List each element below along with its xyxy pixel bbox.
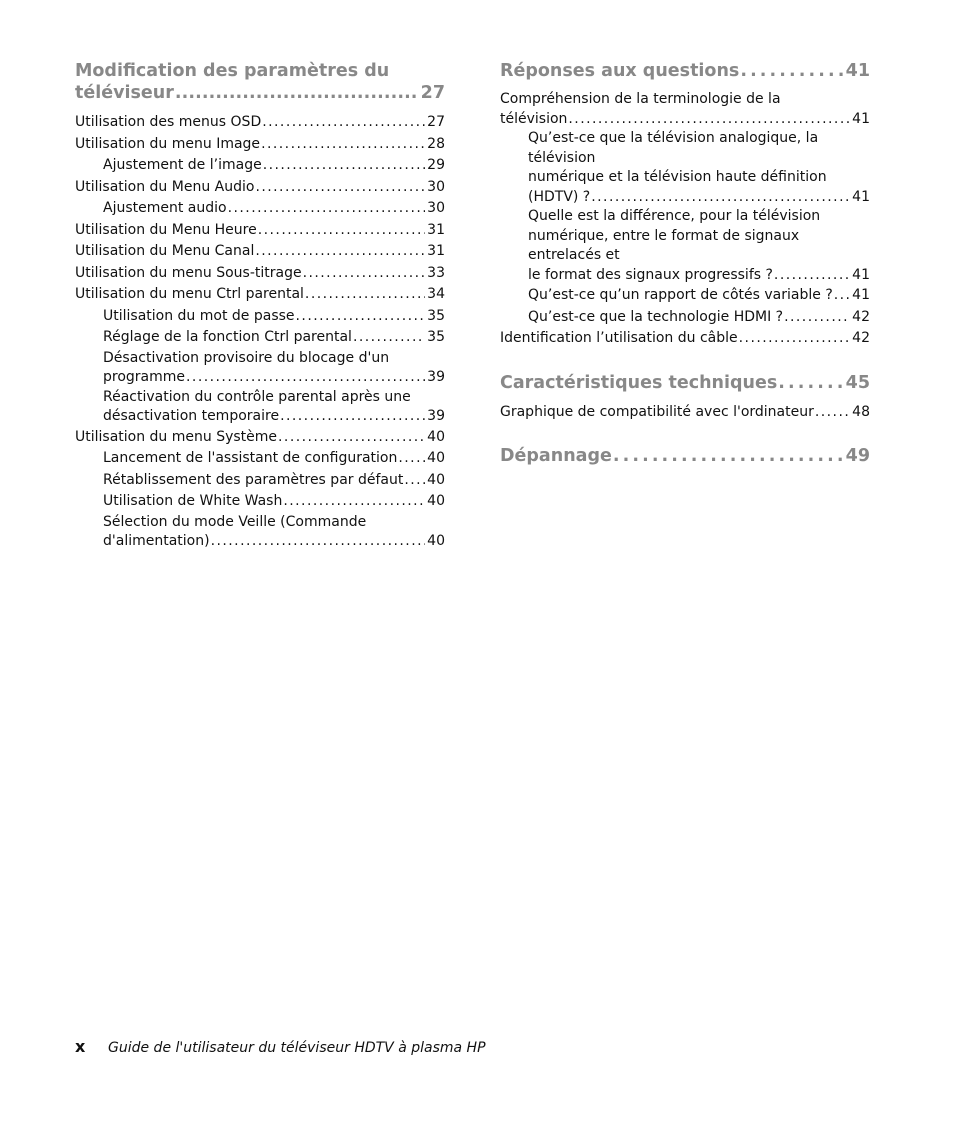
page-number: 41 xyxy=(852,110,870,127)
toc-entry[interactable] xyxy=(75,427,445,449)
toc-subentry[interactable] xyxy=(75,155,445,177)
entry-label: Désactivation provisoire du blocage d'un xyxy=(103,349,390,366)
dot-leader xyxy=(186,368,425,388)
entry-label: Sélection du mode Veille (Commande xyxy=(103,513,367,530)
page-number: 40 xyxy=(427,450,445,466)
dot-leader xyxy=(613,445,844,467)
entry-label: Graphique de compatibilité avec l'ordinateur xyxy=(500,403,814,420)
page-number: 30 xyxy=(427,200,445,216)
toc-entry[interactable] xyxy=(75,177,445,199)
dot-leader xyxy=(834,285,850,307)
toc-subentry[interactable] xyxy=(500,207,870,285)
dot-leader xyxy=(303,263,426,285)
dot-leader xyxy=(774,266,850,286)
entry-label: Quelle est la différence, pour la télévision xyxy=(528,208,821,224)
entry-label: Qu’est-ce que la télévision analogique, la télévision xyxy=(528,130,819,166)
page-number: 45 xyxy=(845,372,870,393)
dot-leader xyxy=(262,112,425,134)
dot-leader xyxy=(739,328,851,350)
dot-leader xyxy=(398,448,425,470)
page-number: 39 xyxy=(427,369,445,385)
page-number: 41 xyxy=(852,266,870,283)
page-number: 31 xyxy=(427,221,445,238)
entry-label: Utilisation du menu Sous-titrage xyxy=(75,264,302,281)
toc-subentry[interactable] xyxy=(75,448,445,470)
dot-leader xyxy=(404,470,425,492)
dot-leader xyxy=(255,177,425,199)
dot-leader xyxy=(568,110,850,130)
dot-leader xyxy=(296,306,426,328)
page-number: 33 xyxy=(427,264,445,281)
toc-subentry[interactable] xyxy=(75,349,445,388)
dot-leader xyxy=(784,307,850,329)
dot-leader xyxy=(255,241,425,263)
entry-label: Qu’est-ce qu’un rapport de côtés variable ? xyxy=(528,287,833,303)
page-number: 27 xyxy=(420,83,445,103)
footer-page-number: x xyxy=(75,1037,86,1056)
entry-label: désactivation temporaire xyxy=(103,408,280,424)
page-number: 30 xyxy=(427,178,445,195)
page-number: 41 xyxy=(845,61,870,81)
page-number: 27 xyxy=(427,114,445,130)
page-number: 48 xyxy=(852,403,870,420)
dot-leader xyxy=(258,220,425,242)
page-number: 34 xyxy=(427,286,445,302)
toc-entry[interactable] xyxy=(75,112,445,134)
entry-label: Réactivation du contrôle parental après une xyxy=(103,388,411,405)
section-title-line: Dépannage xyxy=(500,446,612,466)
toc-entry[interactable] xyxy=(75,134,445,156)
toc-left-column xyxy=(75,60,445,552)
page-number: 41 xyxy=(852,287,870,303)
entry-label: Compréhension de la terminologie de la xyxy=(500,91,781,107)
entry-label: Rétablissement des paramètres par défaut xyxy=(103,471,404,488)
entry-label: Qu’est-ce que la technologie HDMI ? xyxy=(528,308,784,325)
dot-leader xyxy=(740,60,843,82)
dot-leader xyxy=(283,491,425,513)
toc-right-column xyxy=(500,60,870,467)
entry-label: le format des signaux progressifs ? xyxy=(528,266,773,283)
page-number: 40 xyxy=(427,471,445,488)
entry-label: Ajustement de l’image xyxy=(103,157,262,173)
page-footer xyxy=(75,1037,486,1056)
page-number: 39 xyxy=(427,408,445,424)
toc-section-title[interactable] xyxy=(75,60,445,104)
page-number: 29 xyxy=(427,157,445,173)
entry-label: d'alimentation) xyxy=(103,533,210,549)
dot-leader xyxy=(591,188,850,208)
entry-label: télévision xyxy=(500,110,568,127)
toc-section-title[interactable] xyxy=(500,372,870,394)
page-number: 28 xyxy=(427,135,445,152)
toc-subentry[interactable] xyxy=(75,513,445,552)
dot-leader xyxy=(305,284,425,306)
toc-subentry[interactable] xyxy=(75,198,445,220)
section-title-line: Caractéristiques techniques xyxy=(500,372,778,393)
entry-label: numérique et la télévision haute définition xyxy=(528,169,827,185)
entry-label: Utilisation du menu Ctrl parental xyxy=(75,286,304,302)
toc-subentry[interactable] xyxy=(500,129,870,207)
toc-subentry[interactable] xyxy=(500,307,870,329)
dot-leader xyxy=(228,198,426,220)
dot-leader xyxy=(278,427,425,449)
toc-subentry[interactable] xyxy=(500,285,870,307)
toc-entry[interactable] xyxy=(75,263,445,285)
entry-label: Utilisation du menu Image xyxy=(75,135,261,152)
toc-entry[interactable] xyxy=(500,402,870,424)
dot-leader xyxy=(778,372,843,394)
entry-label: Ajustement audio xyxy=(103,200,227,216)
entry-label: Utilisation du mot de passe xyxy=(103,307,295,324)
toc-entry[interactable] xyxy=(75,241,445,263)
entry-label: Utilisation de White Wash xyxy=(103,493,283,509)
page-number: 40 xyxy=(427,493,445,509)
page-number: 31 xyxy=(427,243,445,259)
page-number: 40 xyxy=(427,533,445,549)
page-number: 42 xyxy=(852,308,870,325)
page-number: 49 xyxy=(845,446,870,466)
entry-label: Utilisation du Menu Canal xyxy=(75,243,255,259)
entry-label: numérique, entre le format de signaux entrelacés et xyxy=(528,227,800,263)
toc-subentry[interactable] xyxy=(75,388,445,427)
footer-title: Guide de l'utilisateur du téléviseur HDTV à plasma HP xyxy=(108,1040,486,1056)
dot-leader xyxy=(261,134,425,156)
toc-entry[interactable] xyxy=(500,328,870,350)
toc-section-title[interactable] xyxy=(500,445,870,467)
dot-leader xyxy=(815,402,850,424)
section-title-line: Réponses aux questions xyxy=(500,61,740,81)
entry-label: (HDTV) ? xyxy=(528,188,591,205)
dot-leader xyxy=(175,82,419,104)
entry-label: Identification l’utilisation du câble xyxy=(500,330,738,346)
page-number: 35 xyxy=(427,307,445,324)
toc-subentry[interactable] xyxy=(75,327,445,349)
dot-leader xyxy=(280,407,425,427)
entry-label: Lancement de l'assistant de configuration xyxy=(103,450,398,466)
toc-section-title[interactable] xyxy=(500,60,870,82)
entry-label: Utilisation du menu Système xyxy=(75,428,278,445)
entry-label: programme xyxy=(103,369,186,385)
toc-subentry[interactable] xyxy=(75,306,445,328)
entry-label: Utilisation du Menu Audio xyxy=(75,178,255,195)
entry-label: Utilisation du Menu Heure xyxy=(75,221,257,238)
toc-subentry[interactable] xyxy=(75,470,445,492)
toc-entry[interactable] xyxy=(75,284,445,306)
dot-leader xyxy=(353,327,425,349)
entry-label: Réglage de la fonction Ctrl parental xyxy=(103,329,352,345)
toc-entry[interactable] xyxy=(500,90,870,129)
dot-leader xyxy=(263,155,425,177)
page-number: 35 xyxy=(427,329,445,345)
entry-label: Utilisation des menus OSD xyxy=(75,114,262,130)
page-number: 41 xyxy=(852,188,870,205)
dot-leader xyxy=(211,532,426,552)
page-number: 42 xyxy=(852,330,870,346)
section-title-line: Modification des paramètres du xyxy=(75,61,390,81)
toc-entry[interactable] xyxy=(75,220,445,242)
toc-subentry[interactable] xyxy=(75,491,445,513)
section-title-line: téléviseur xyxy=(75,83,174,103)
page-number: 40 xyxy=(427,428,445,445)
